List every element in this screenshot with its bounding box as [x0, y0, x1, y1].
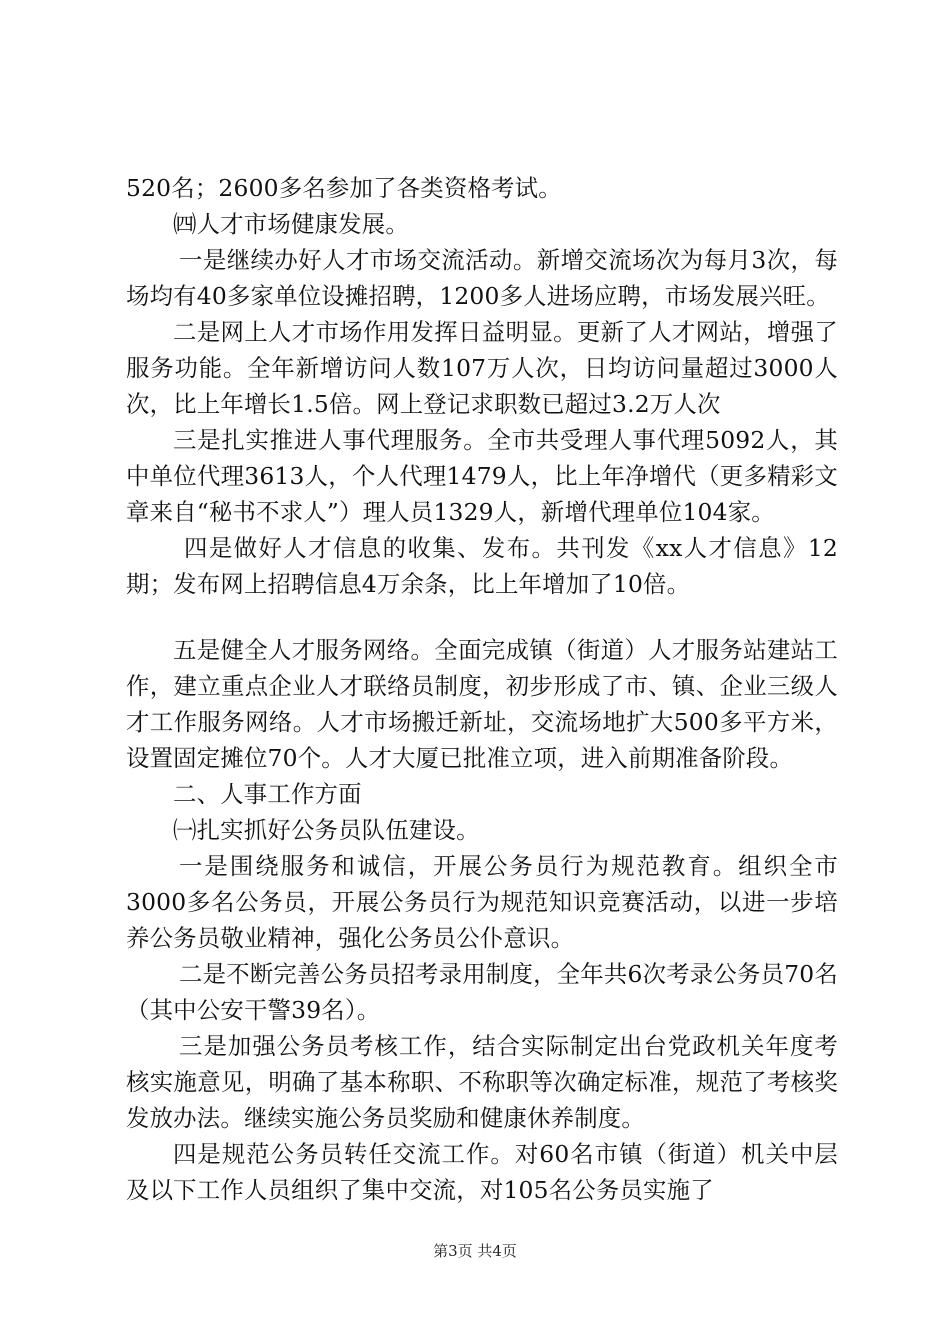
page-number-footer: 第3页 共4页	[433, 1242, 517, 1260]
document-body	[126, 170, 838, 1208]
paragraph-exam-count: 520名；2600多名参加了各类资格考试。	[126, 174, 562, 202]
paragraph-assessment: 三是加强公务员考核工作，结合实际制定出台党政机关年度考核实施意见，明确了基本称职、不称职等次确定标准，规范了考核奖发放办法。继续实施公务员奖励和健康休养制度。	[126, 1032, 838, 1132]
heading-civil-servant-team: ㈠扎实抓好公务员队伍建设。	[173, 816, 480, 844]
heading-personnel-work: 二、人事工作方面	[173, 780, 362, 808]
paragraph-gap	[126, 602, 838, 632]
heading-talent-market: ㈣人才市场健康发展。	[173, 210, 409, 238]
paragraph-transfer-exchange: 四是规范公务员转任交流工作。对60名市镇（街道）机关中层及以下工作人员组织了集中交流，对105名公务员实施了	[126, 1140, 838, 1204]
paragraph-conduct-education: 一是围绕服务和诚信，开展公务员行为规范教育。组织全市3000多名公务员，开展公务员行为规范知识竞赛活动，以进一步培养公务员敬业精神，强化公务员公仆意识。	[126, 852, 838, 952]
paragraph-online-market: 二是网上人才市场作用发挥日益明显。更新了人才网站，增强了服务功能。全年新增访问人数107万人次，日均访问量超过3000人次，比上年增长1.5倍。网上登记求职数已超过3.2万人次	[126, 318, 838, 418]
paragraph-recruitment: 二是不断完善公务员招考录用制度，全年共6次考录公务员70名（其中公安干警39名）。	[126, 960, 838, 1024]
paragraph-service-network: 五是健全人才服务网络。全面完成镇（街道）人才服务站建站工作，建立重点企业人才联络员制度，初步形成了市、镇、企业三级人才工作服务网络。人才市场搬迁新址，交流场地扩大500多平方米，设置固定摊位70个。人才大厦已批准立项，进入前期准备阶段。	[126, 636, 838, 772]
paragraph-talent-info: 四是做好人才信息的收集、发布。共刊发《xx人才信息》12期；发布网上招聘信息4万余条，比上年增加了10倍。	[126, 534, 838, 598]
paragraph-market-exchange: 一是继续办好人才市场交流活动。新增交流场次为每月3次，每场均有40多家单位设摊招聘，1200多人进场应聘，市场发展兴旺。	[126, 246, 838, 310]
paragraph-personnel-agency: 三是扎实推进人事代理服务。全市共受理人事代理5092人，其中单位代理3613人，个人代理1479人，比上年净增代（更多精彩文章来自“秘书不求人”）理人员1329人，新增代理单位104家。	[126, 426, 838, 526]
